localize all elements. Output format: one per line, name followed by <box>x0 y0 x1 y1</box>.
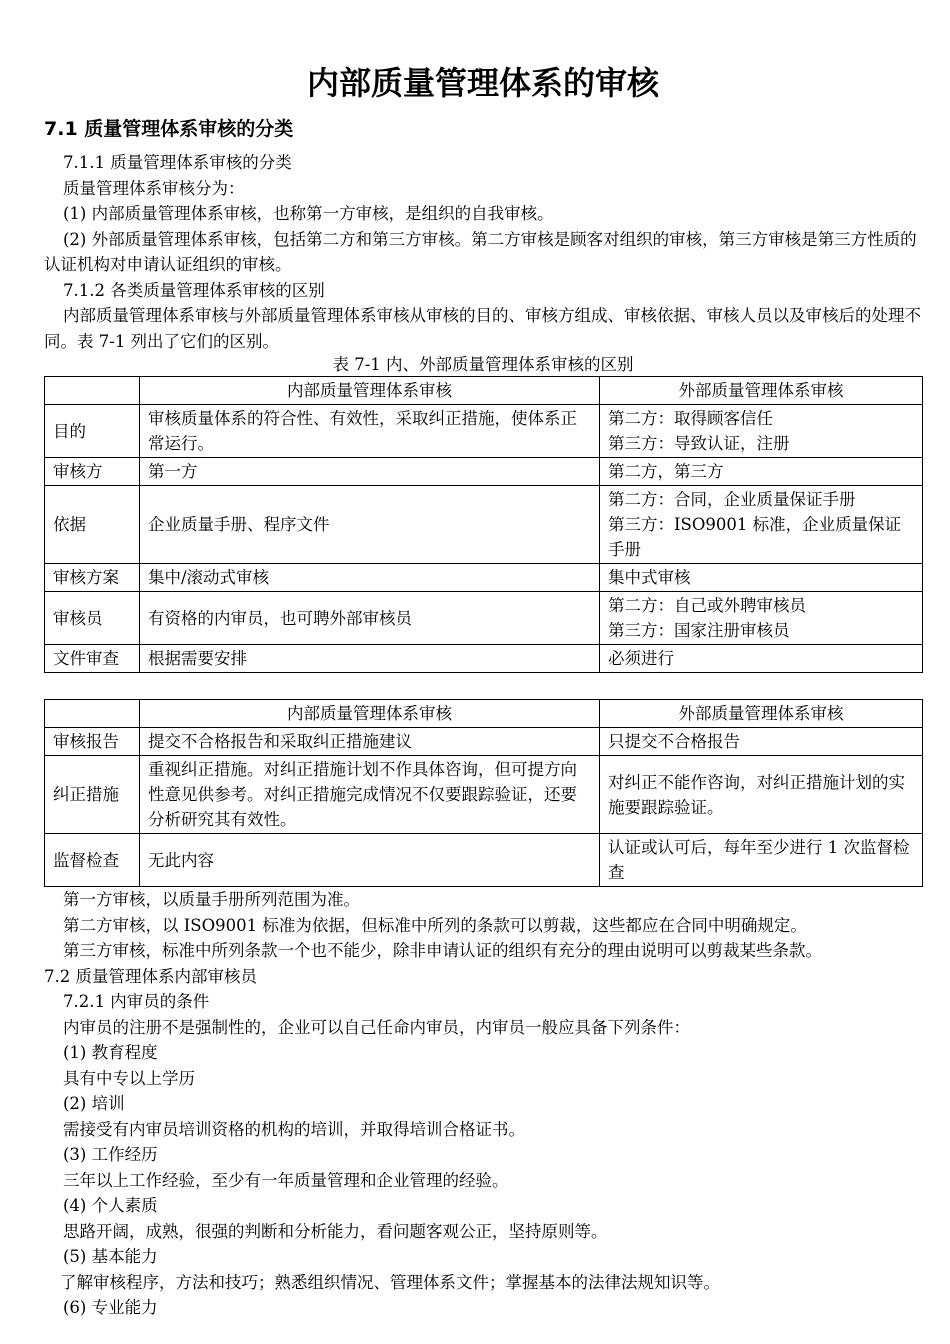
cell-line: 提交不合格报告和采取纠正措施建议 <box>148 732 412 751</box>
table-row <box>45 645 923 673</box>
cell-line: 第三方：国家注册审核员 <box>608 621 790 640</box>
paragraph: (1) 内部质量管理体系审核，也称第一方审核，是组织的自我审核。 <box>63 204 554 223</box>
table-row <box>45 756 923 834</box>
cell-line: 只提交不合格报告 <box>608 732 740 751</box>
table-row <box>45 592 923 645</box>
external-audit-cell <box>600 486 923 564</box>
cell-line: 无此内容 <box>148 850 214 870</box>
cell-line: 第三方：ISO9001 标准，企业质量保证手册 <box>608 515 902 559</box>
paragraph: 内部质量管理体系审核与外部质量管理体系审核从审核的目的、审核方组成、审核依据、审核人员以及审核后的处理不同。表 7-1 列出了它们的区别。 <box>44 306 921 351</box>
internal-audit-cell <box>140 645 600 673</box>
row-label-cell: 依据 <box>45 486 140 564</box>
row-label-cell: 审核方 <box>45 458 140 486</box>
cell-line: 有资格的内审员，也可聘外部审核员 <box>148 608 412 628</box>
conditions-list <box>44 1040 922 1295</box>
header-cell: 外部质量管理体系审核 <box>600 700 923 728</box>
cell-line: 对纠正不能作咨询，对纠正措施计划的实施要跟踪验证。 <box>608 772 905 817</box>
paragraph: 第二方审核，以 ISO9001 标准为依据，但标准中所列的条款可以剪裁，这些都应在合同中明确规定。 <box>63 915 807 935</box>
list-item-text: 需接受有内审员培训资格的机构的培训，并取得培训合格证书。 <box>63 1119 525 1139</box>
table-row <box>45 405 923 458</box>
list-item-text: 思路开阔，成熟，很强的判断和分析能力，看问题客观公正，坚持原则等。 <box>63 1221 608 1241</box>
section-heading-7-1: 7.1 质量管理体系审核的分类 <box>44 118 294 140</box>
table-row <box>45 564 923 592</box>
internal-audit-cell <box>140 592 600 645</box>
header-cell: 外部质量管理体系审核 <box>600 377 923 405</box>
cell-line: 第二方，第三方 <box>608 462 724 481</box>
external-audit-cell <box>600 645 923 673</box>
internal-audit-cell <box>140 756 600 834</box>
table-row <box>45 834 923 887</box>
document-page <box>44 56 922 1321</box>
header-cell: 内部质量管理体系审核 <box>140 700 600 728</box>
cell-line: 集中/滚动式审核 <box>148 568 270 587</box>
paragraph: 第三方审核，标准中所列条款一个也不能少，除非申请认证的组织有充分的理由说明可以剪裁某些条款。 <box>63 941 822 960</box>
external-audit-cell <box>600 728 923 756</box>
cell-line: 第一方 <box>148 462 198 481</box>
table-row <box>45 486 923 564</box>
list-item-text: 具有中专以上学历 <box>63 1068 195 1088</box>
external-audit-cell <box>600 592 923 645</box>
list-item-title: (3) 工作经历 <box>63 1145 158 1164</box>
cell-line: 第二方：合同，企业质量保证手册 <box>608 490 856 509</box>
row-label-cell: 监督检查 <box>45 834 140 887</box>
subsection-7-1-2: 7.1.2 各类质量管理体系审核的区别 <box>63 280 325 300</box>
cell-line: 认证或认可后，每年至少进行 1 次监督检查 <box>608 838 910 882</box>
cell-line: 第三方：导致认证，注册 <box>608 434 790 453</box>
cell-line: 集中式审核 <box>608 568 691 587</box>
paragraph: 第一方审核，以质量手册所列范围为准。 <box>63 890 360 909</box>
row-label-cell: 审核方案 <box>45 564 140 592</box>
list-item-title: (4) 个人素质 <box>63 1196 158 1215</box>
cell-line: 企业质量手册、程序文件 <box>148 515 330 534</box>
internal-audit-cell <box>140 728 600 756</box>
external-audit-cell <box>600 756 923 834</box>
cell-line: 第二方：取得顾客信任 <box>608 409 773 428</box>
table-row <box>45 458 923 486</box>
subsection-7-2-1: 7.2.1 内审员的条件 <box>63 992 210 1011</box>
table-header-row <box>45 377 923 405</box>
table-caption: 表 7-1 内、外部质量管理体系审核的区别 <box>332 355 634 374</box>
header-cell <box>45 377 140 405</box>
list-item-title: (5) 基本能力 <box>63 1247 158 1266</box>
header-cell <box>45 700 140 728</box>
external-audit-cell <box>600 405 923 458</box>
internal-audit-cell <box>140 405 600 458</box>
external-audit-cell <box>600 458 923 486</box>
table-header-row <box>45 700 923 728</box>
cell-line: 必须进行 <box>608 649 674 668</box>
paragraph: (2) 外部质量管理体系审核，包括第二方和第三方审核。第二方审核是顾客对组织的审核，第三方审核是第三方性质的认证机构对申请认证组织的审核。 <box>44 229 917 274</box>
header-cell: 内部质量管理体系审核 <box>140 377 600 405</box>
row-label-cell: 目的 <box>45 405 140 458</box>
internal-audit-cell <box>140 834 600 887</box>
comparison-table-part1 <box>44 376 923 673</box>
table-row <box>45 728 923 756</box>
row-label-cell: 文件审查 <box>45 645 140 673</box>
row-label-cell: 审核报告 <box>45 728 140 756</box>
row-label-cell: 纠正措施 <box>45 756 140 834</box>
row-label-cell: 审核员 <box>45 592 140 645</box>
cell-line: 根据需要安排 <box>148 649 247 668</box>
list-item-title: (2) 培训 <box>63 1094 125 1113</box>
section-heading-7-2: 7.2 质量管理体系内部审核员 <box>44 966 257 986</box>
internal-audit-cell <box>140 486 600 564</box>
external-audit-cell <box>600 564 923 592</box>
list-item-title: (1) 教育程度 <box>63 1043 158 1062</box>
list-item-text: 了解审核程序，方法和技巧；熟悉组织情况、管理体系文件；掌握基本的法律法规知识等。 <box>60 1272 720 1292</box>
paragraph: 内审员的注册不是强制性的，企业可以自己任命内审员，内审员一般应具备下列条件： <box>63 1017 690 1037</box>
cell-line: 重视纠正措施。对纠正措施计划不作具体咨询，但可提方向性意见供参考。对纠正措施完成情况不仅要跟踪验证，还要分析研究其有效性。 <box>148 760 577 829</box>
document-title: 内部质量管理体系的审核 <box>306 64 659 102</box>
list-item-title: (6) 专业能力 <box>63 1298 158 1317</box>
cell-line: 审核质量体系的符合性、有效性，采取纠正措施，使体系正常运行。 <box>148 409 577 453</box>
subsection-7-1-1: 7.1.1 质量管理体系审核的分类 <box>63 153 292 172</box>
cell-line: 第二方：自己或外聘审核员 <box>608 596 806 615</box>
internal-audit-cell <box>140 458 600 486</box>
paragraph: 质量管理体系审核分为： <box>63 178 245 198</box>
comparison-table-part2 <box>44 699 923 887</box>
internal-audit-cell <box>140 564 600 592</box>
list-item-text: 三年以上工作经验，至少有一年质量管理和企业管理的经验。 <box>63 1170 509 1190</box>
external-audit-cell <box>600 834 923 887</box>
